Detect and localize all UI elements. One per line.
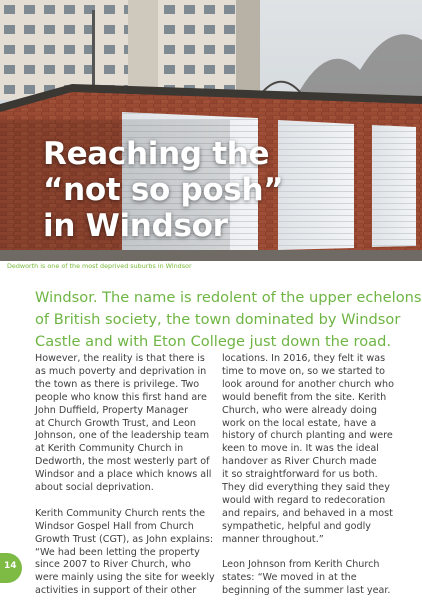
intro-line: Castle and with Eton College just down the road. [35, 333, 392, 350]
body-line: it so straightforward for us both. [222, 469, 378, 481]
photo-caption: Dedworth is one of the most deprived suburbs in Windsor [7, 262, 192, 270]
body-line: people who know this first hand are [35, 391, 207, 403]
body-line: activities in support of their other [35, 585, 197, 597]
page-number-badge [0, 553, 22, 583]
body-line: as much poverty and deprivation in [35, 365, 207, 377]
body-line: beginning of the summer last year. [222, 585, 391, 597]
body-line: time to move on, so we started to [222, 365, 386, 377]
body-line: about social deprivation. [35, 482, 154, 494]
intro-paragraph [35, 287, 422, 353]
body-line: manner throughout.” [222, 533, 324, 545]
page-number: 14 [4, 561, 17, 571]
body-line: at Kerith Community Church in [35, 443, 184, 455]
body-line: keen to move in. It was the ideal [222, 443, 379, 455]
body-line: states: “We moved in at the [222, 572, 357, 584]
body-column-left [35, 353, 223, 598]
body-line: locations. In 2016, they felt it was [222, 353, 386, 364]
body-line: the town as there is privilege. Two [35, 378, 200, 390]
body-line: handover as River Church made [222, 456, 377, 468]
body-line: Kerith Community Church rents the [35, 507, 206, 519]
title-line: Reaching the [43, 136, 270, 172]
body-line: “We had been letting the property [35, 546, 200, 558]
body-line: sympathetic, helpful and godly [222, 520, 371, 532]
paragraph-gap [222, 547, 410, 560]
hero-photo [0, 0, 422, 261]
body-line: They did everything they said they [222, 482, 390, 494]
article-title [43, 136, 283, 244]
body-line: look around for another church who [222, 378, 394, 390]
body-line: Growth Trust (CGT), as John explains: [35, 533, 214, 545]
paragraph-gap [35, 495, 223, 508]
body-line: would benefit from the site. Kerith [222, 391, 387, 403]
body-line: history of church planting and were [222, 430, 393, 442]
body-line: Johnson, one of the leadership team [35, 430, 210, 442]
body-line: at Church Growth Trust, and Leon [35, 417, 196, 429]
body-line: were mainly using the site for weekly [35, 572, 215, 584]
body-line: and repairs, and behaved in a most [222, 507, 393, 519]
body-line: work on the local estate, have a [222, 417, 377, 429]
body-line: John Duffield, Property Manager [35, 404, 189, 416]
intro-line: Windsor. The name is redolent of the upper echelons [35, 289, 422, 306]
body-line: Church, who were already doing [222, 404, 377, 416]
intro-line: of British society, the town dominated by Windsor [35, 311, 401, 328]
title-line: “not so posh” [43, 172, 284, 208]
title-line: in Windsor [43, 208, 228, 244]
body-line: Leon Johnson from Kerith Church [222, 559, 380, 571]
body-line: Windsor and a place which knows all [35, 469, 212, 481]
body-line: would with regard to redecoration [222, 494, 386, 506]
body-column-right [222, 353, 410, 598]
body-line: since 2007 to River Church, who [35, 559, 191, 571]
body-line: Dedworth, the most westerly part of [35, 456, 210, 468]
body-line: Windsor Gospel Hall from Church [35, 520, 194, 532]
body-line: However, the reality is that there is [35, 353, 205, 364]
